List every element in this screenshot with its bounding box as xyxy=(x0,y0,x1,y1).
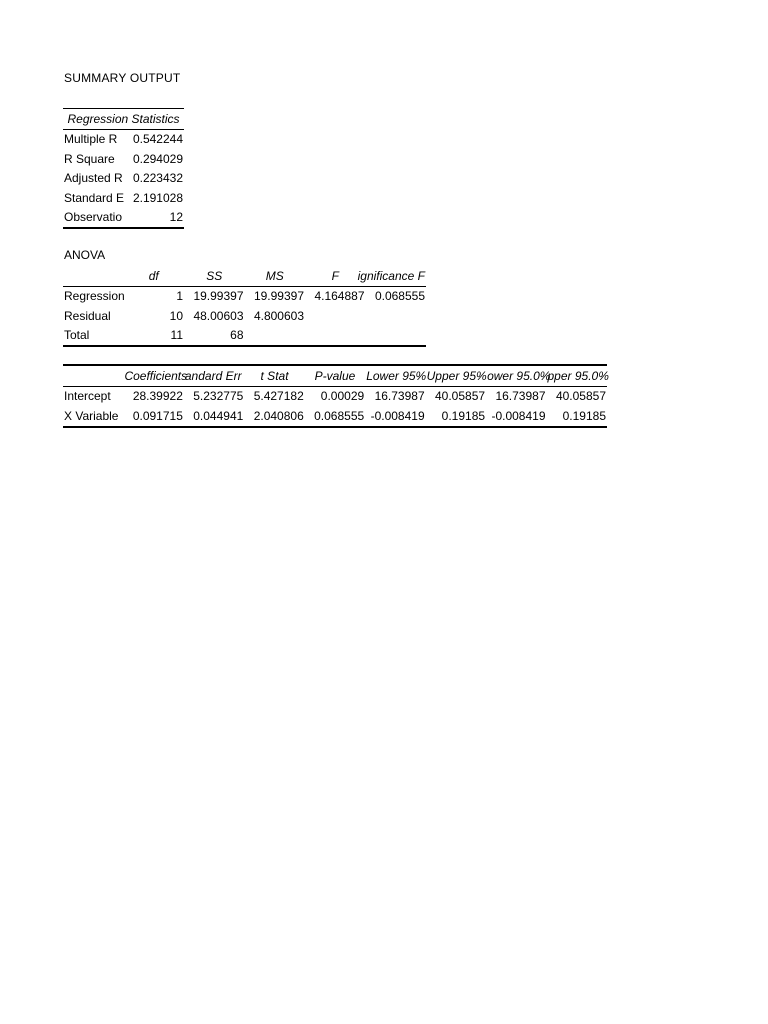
regression-statistics-table xyxy=(63,108,184,229)
table-row xyxy=(63,129,184,149)
stat-label: Standard E xyxy=(64,190,125,205)
table-row xyxy=(63,406,607,427)
table-cell xyxy=(305,306,366,326)
table-cell: 1 xyxy=(176,289,183,304)
table-cell: 0.00029 xyxy=(320,389,365,404)
regression-statistics-header: Regression Statistics xyxy=(67,111,180,126)
stat-value: 2.191028 xyxy=(132,190,184,205)
summary-output-title: SUMMARY OUTPUT xyxy=(64,71,181,85)
column-header: Upper 95% xyxy=(426,368,487,383)
column-header: df xyxy=(148,268,159,283)
table-cell xyxy=(245,326,306,347)
column-header: ignificance F xyxy=(357,268,425,283)
table-row xyxy=(63,286,426,306)
table-cell: 16.73987 xyxy=(495,389,546,404)
table-cell: 4.800603 xyxy=(253,308,304,323)
table-cell: 0.19185 xyxy=(441,408,486,423)
column-header: andard Err xyxy=(184,368,242,383)
column-header: t Stat xyxy=(260,368,289,383)
table-cell: 0.091715 xyxy=(132,408,183,423)
table-row xyxy=(63,386,607,406)
coefficients-header-row xyxy=(63,365,607,386)
column-header: SS xyxy=(206,268,223,283)
column-header: MS xyxy=(265,268,284,283)
anova-table xyxy=(63,266,426,347)
column-header xyxy=(63,365,123,386)
column-header: Coefficients xyxy=(124,368,188,383)
table-cell: 28.39922 xyxy=(132,389,183,404)
table-cell: 0.068555 xyxy=(314,408,365,423)
anova-header-row xyxy=(63,266,426,286)
table-cell: -0.008419 xyxy=(491,408,546,423)
column-header: F xyxy=(331,268,339,283)
table-cell: 5.427182 xyxy=(253,389,304,404)
stat-label: Adjusted R xyxy=(64,171,123,186)
table-cell xyxy=(366,306,427,326)
table-row xyxy=(63,188,184,208)
table-cell: 40.05857 xyxy=(555,389,606,404)
table-cell: 40.05857 xyxy=(435,389,486,404)
table-row xyxy=(63,306,426,326)
stat-value: 0.223432 xyxy=(132,171,184,186)
table-cell: 4.164887 xyxy=(314,289,365,304)
table-cell xyxy=(366,326,427,347)
table-cell: 19.99397 xyxy=(253,289,304,304)
table-cell: 2.040806 xyxy=(253,408,304,423)
stat-value: 0.542244 xyxy=(132,132,184,147)
table-cell: -0.008419 xyxy=(370,408,425,423)
stat-value: 0.294029 xyxy=(132,151,184,166)
stat-label: Multiple R xyxy=(64,132,118,147)
table-cell: 11 xyxy=(170,328,183,343)
coefficients-table xyxy=(63,364,607,428)
table-cell: 10 xyxy=(169,308,183,323)
table-cell: 16.73987 xyxy=(374,389,425,404)
table-row xyxy=(63,169,184,189)
table-cell: 48.00603 xyxy=(193,308,244,323)
table-row xyxy=(63,149,184,169)
row-label: Residual xyxy=(64,308,111,323)
regression-statistics-header-row xyxy=(63,109,184,130)
table-row xyxy=(63,208,184,229)
row-label: Total xyxy=(64,328,90,343)
table-cell: 0.19185 xyxy=(562,408,606,423)
stat-label: R Square xyxy=(64,151,115,166)
table-row xyxy=(63,326,426,347)
table-cell: 68 xyxy=(230,328,244,343)
column-header: Lower 95% xyxy=(366,368,427,383)
stat-value: 12 xyxy=(169,210,184,225)
row-label: Regression xyxy=(64,289,125,304)
stat-label: Observatio xyxy=(64,210,123,225)
table-cell: 5.232775 xyxy=(193,389,244,404)
table-cell xyxy=(305,326,366,347)
column-header: P-value xyxy=(314,368,356,383)
table-cell: 0.068555 xyxy=(374,289,425,304)
column-header: pper 95.0% xyxy=(547,368,609,383)
column-header: ower 95.0% xyxy=(487,368,551,383)
row-label: X Variable xyxy=(64,408,119,423)
table-cell: 0.044941 xyxy=(193,408,244,423)
table-cell: 19.99397 xyxy=(193,289,244,304)
row-label: Intercept xyxy=(64,389,111,404)
anova-title: ANOVA xyxy=(64,248,106,262)
column-header xyxy=(63,266,124,286)
